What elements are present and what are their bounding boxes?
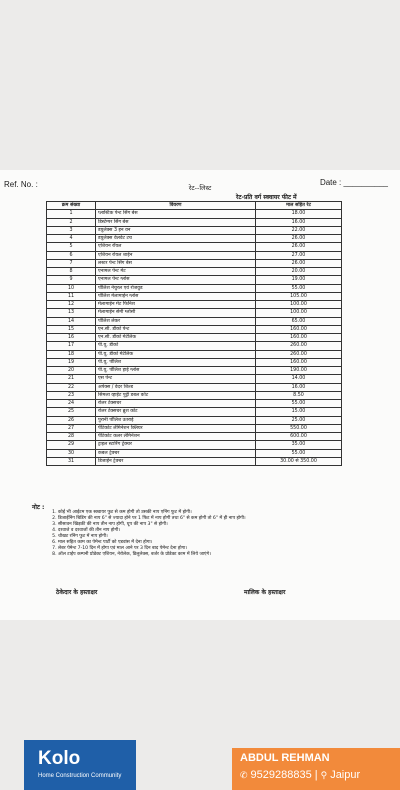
table-row bbox=[47, 408, 342, 416]
table-row bbox=[47, 235, 342, 243]
row-description: रोलर टेक्सचर bbox=[96, 400, 256, 408]
table-row bbox=[47, 391, 342, 399]
row-rate: 160.00 bbox=[256, 358, 342, 366]
row-serial: 15 bbox=[47, 325, 96, 333]
contractor-signature-label: ठेकेदार के हस्ताक्षर bbox=[56, 589, 98, 596]
note-item: 3. सीसावन खिड़की की नाप तीन नाप होगी, धूप की नाप 3" से होगी। bbox=[58, 522, 398, 528]
row-rate: 15.00 bbox=[256, 408, 342, 416]
table-row bbox=[47, 367, 342, 375]
row-description: रोलर टेक्सचर ब्रुश कोट bbox=[96, 408, 256, 416]
top-background bbox=[0, 0, 400, 170]
row-serial: 6 bbox=[47, 251, 96, 259]
row-description: कबल ट्रेक्चर bbox=[96, 449, 256, 457]
column-header-rate: माल सहित रेट bbox=[256, 202, 342, 210]
row-description: डयुलेक्स 3 इन वन bbox=[96, 226, 256, 234]
table-row bbox=[47, 292, 342, 300]
row-rate: 600.00 bbox=[256, 433, 342, 441]
note-label: नोट : bbox=[32, 504, 45, 511]
row-rate: 105.00 bbox=[256, 292, 342, 300]
location-pin-icon: ⚲ bbox=[320, 769, 328, 780]
logo-tagline: Home Construction Community bbox=[38, 773, 122, 779]
row-description: पॉलिश मेलामाईन ग्लोस bbox=[96, 292, 256, 300]
logo-text: Kolo bbox=[38, 748, 81, 769]
rate-table bbox=[46, 201, 342, 466]
document-title: रेट--लिस्ट bbox=[188, 184, 212, 192]
contact-phone[interactable]: 9529288835 bbox=[250, 769, 312, 781]
column-header-serial: क्रम संख्या bbox=[47, 202, 96, 210]
separator: | bbox=[314, 769, 318, 781]
row-rate: 16.00 bbox=[256, 383, 342, 391]
row-serial: 17 bbox=[47, 342, 96, 350]
row-description: एनामल पेन्ट ग्लोस bbox=[96, 276, 256, 284]
table-row bbox=[47, 334, 342, 342]
row-serial: 25 bbox=[47, 408, 96, 416]
row-rate: 25.00 bbox=[256, 416, 342, 424]
row-rate: 550.00 bbox=[256, 424, 342, 432]
row-serial: 7 bbox=[47, 259, 96, 267]
row-description: अपेक्स / वेदर शिल्ड bbox=[96, 383, 256, 391]
row-description: पेंटिकोट कलर लेमिनेशन bbox=[96, 433, 256, 441]
note-item: 6. माल सहित काम का पेमेन्ट पार्टी को एडवांस में देना होगा। bbox=[58, 540, 398, 546]
row-serial: 24 bbox=[47, 400, 96, 408]
row-serial: 4 bbox=[47, 235, 96, 243]
row-rate: 26.00 bbox=[256, 235, 342, 243]
row-serial: 19 bbox=[47, 358, 96, 366]
table-row bbox=[47, 350, 342, 358]
row-serial: 22 bbox=[47, 383, 96, 391]
row-description: पॉलिश लेकर bbox=[96, 317, 256, 325]
row-rate: 22.00 bbox=[256, 226, 342, 234]
row-rate: 260.00 bbox=[256, 350, 342, 358]
table-row bbox=[47, 400, 342, 408]
table-row bbox=[47, 259, 342, 267]
row-rate: 55.00 bbox=[256, 449, 342, 457]
table-row bbox=[47, 449, 342, 457]
contact-city: Jaipur bbox=[330, 769, 361, 781]
row-rate: 20.00 bbox=[256, 268, 342, 276]
row-serial: 27 bbox=[47, 424, 96, 432]
contact-details bbox=[240, 769, 360, 781]
row-serial: 5 bbox=[47, 243, 96, 251]
row-description: पेंटिकोट लेमिनेशन क्लियर bbox=[96, 424, 256, 432]
row-rate: 30.00 से 350.00 bbox=[256, 457, 342, 465]
row-serial: 9 bbox=[47, 276, 96, 284]
row-rate: 100.00 bbox=[256, 301, 342, 309]
row-rate: 55.00 bbox=[256, 284, 342, 292]
note-item: 1. कोई भी आईटम एक स्क्वायर फुट से कम होगी तो उसकी नाप एनिंग फुट में होगी। bbox=[58, 510, 398, 516]
row-serial: 20 bbox=[47, 367, 96, 375]
row-serial: 30 bbox=[47, 449, 96, 457]
rate-list-document bbox=[0, 170, 400, 620]
row-description: डिस्टेम्पर सिंग बेस bbox=[96, 218, 256, 226]
row-serial: 21 bbox=[47, 375, 96, 383]
row-description: पुरानी पॉलिश उतराई bbox=[96, 416, 256, 424]
contact-card bbox=[232, 748, 400, 790]
note-item: 5. चौखट रनिंग फुट में नाप होगी। bbox=[58, 534, 398, 540]
note-item: 2. डिजाईनिंग बिडिंग की नाप 6" से ज्यादा होने पर 1 फिट में नाप होगी तथा 6" से कम होगी तो 6" में ही नाप होगी। bbox=[58, 516, 398, 522]
row-description: एनामल पेन्ट मेट bbox=[96, 268, 256, 276]
row-description: प्लास्टिक पेन्ट सिंग बेस bbox=[96, 210, 256, 218]
notes-list bbox=[48, 510, 398, 558]
row-rate: 14.00 bbox=[256, 375, 342, 383]
row-description: एशियन रॉयल bbox=[96, 243, 256, 251]
row-rate: 19.00 bbox=[256, 276, 342, 284]
row-serial: 10 bbox=[47, 284, 96, 292]
table-row bbox=[47, 268, 342, 276]
table-row bbox=[47, 325, 342, 333]
table-row bbox=[47, 317, 342, 325]
table-row bbox=[47, 416, 342, 424]
row-serial: 29 bbox=[47, 441, 96, 449]
owner-signature-label: मालिक के हस्ताक्षर bbox=[244, 589, 286, 596]
row-rate: 260.00 bbox=[256, 342, 342, 350]
row-description: एशियन रोयल शाईन bbox=[96, 251, 256, 259]
row-description: पॉलिश नेचुरल एवं रोजवुड bbox=[96, 284, 256, 292]
row-serial: 12 bbox=[47, 301, 96, 309]
table-row bbox=[47, 433, 342, 441]
row-rate: 26.00 bbox=[256, 259, 342, 267]
row-description: पी.यू. डीको मेटेलिक bbox=[96, 350, 256, 358]
row-rate: 27.00 bbox=[256, 251, 342, 259]
table-row bbox=[47, 218, 342, 226]
row-rate: 160.00 bbox=[256, 334, 342, 342]
table-row bbox=[47, 342, 342, 350]
row-serial: 18 bbox=[47, 350, 96, 358]
kolo-logo bbox=[24, 740, 136, 790]
row-serial: 8 bbox=[47, 268, 96, 276]
date-label: Date : __________ bbox=[319, 178, 388, 187]
row-rate: 65.00 bbox=[256, 317, 342, 325]
row-rate: 26.00 bbox=[256, 243, 342, 251]
table-row bbox=[47, 424, 342, 432]
note-item: 8. ऑल टाईप कम्पनी प्रोडेक्ट एशियन, नेरोलेक, डिलुलेक्स, बर्जर के प्रोडेक्ट काम में लिये जाएंगे। bbox=[58, 552, 398, 558]
row-description: डिजाईन ट्रेक्चर bbox=[96, 457, 256, 465]
row-description: मेलामाईन मेट फिनिश bbox=[96, 301, 256, 309]
row-rate: 160.00 bbox=[256, 325, 342, 333]
ref-no-label: Ref. No. : bbox=[4, 180, 38, 189]
table-row bbox=[47, 441, 342, 449]
row-rate: 100.00 bbox=[256, 309, 342, 317]
document-subtitle: रेट-प्रति वर्ग स्क्वायर फीट में bbox=[236, 194, 297, 201]
row-serial: 14 bbox=[47, 317, 96, 325]
table-row bbox=[47, 301, 342, 309]
row-serial: 23 bbox=[47, 391, 96, 399]
table-row bbox=[47, 226, 342, 234]
column-header-description: विवरण bbox=[96, 202, 256, 210]
row-serial: 26 bbox=[47, 416, 96, 424]
table-row bbox=[47, 358, 342, 366]
row-description: एन.सी. डीको मेटेलिक bbox=[96, 334, 256, 342]
row-description: सिमला व्हाईट पुट्टी डबल कोट bbox=[96, 391, 256, 399]
row-description: एन.सी. डीको पेन्ट bbox=[96, 325, 256, 333]
table-row bbox=[47, 210, 342, 218]
row-description: पी.यू. डीको bbox=[96, 342, 256, 350]
table-header-row bbox=[47, 202, 342, 210]
row-rate: 18.00 bbox=[256, 210, 342, 218]
row-rate: 190.00 bbox=[256, 367, 342, 375]
table-row bbox=[47, 251, 342, 259]
phone-icon: ✆ bbox=[240, 769, 248, 780]
row-rate: 35.00 bbox=[256, 441, 342, 449]
row-description: मेलामाईन सेमी ग्लोसी bbox=[96, 309, 256, 317]
table-row bbox=[47, 276, 342, 284]
table-row bbox=[47, 457, 342, 465]
row-serial: 2 bbox=[47, 218, 96, 226]
row-rate: 8.50 bbox=[256, 391, 342, 399]
table-row bbox=[47, 383, 342, 391]
row-serial: 1 bbox=[47, 210, 96, 218]
row-serial: 28 bbox=[47, 433, 96, 441]
note-item: 7. लेबर पेमेन्ट 7-10 दिन में होगा एवं माल आने पर 3 दिन बाद पेमेन्ट देना होगा। bbox=[58, 546, 398, 552]
row-description: पी.यू. पॉलिश bbox=[96, 358, 256, 366]
table-row bbox=[47, 309, 342, 317]
row-serial: 11 bbox=[47, 292, 96, 300]
row-description: लस्टर पेन्ट सिंग बेस bbox=[96, 259, 256, 267]
table-row bbox=[47, 375, 342, 383]
row-description: पी.यू. पॉलिश हाई ग्लोस bbox=[96, 367, 256, 375]
row-rate: 16.00 bbox=[256, 218, 342, 226]
row-serial: 16 bbox=[47, 334, 96, 342]
row-serial: 31 bbox=[47, 457, 96, 465]
table-row bbox=[47, 243, 342, 251]
row-rate: 55.00 bbox=[256, 400, 342, 408]
rate-table-body bbox=[47, 210, 342, 466]
row-description: डयुलेक्स वेलवेट टच bbox=[96, 235, 256, 243]
row-serial: 13 bbox=[47, 309, 96, 317]
table-row bbox=[47, 284, 342, 292]
row-description: ट्राइल स्टारिंग ट्रेक्चर bbox=[96, 441, 256, 449]
note-item: 4. दरवाजे व दरवाजों की तीन नाप होगी। bbox=[58, 528, 398, 534]
contact-name: ABDUL REHMAN bbox=[240, 752, 330, 764]
row-serial: 3 bbox=[47, 226, 96, 234]
row-description: एस पेन्ट bbox=[96, 375, 256, 383]
